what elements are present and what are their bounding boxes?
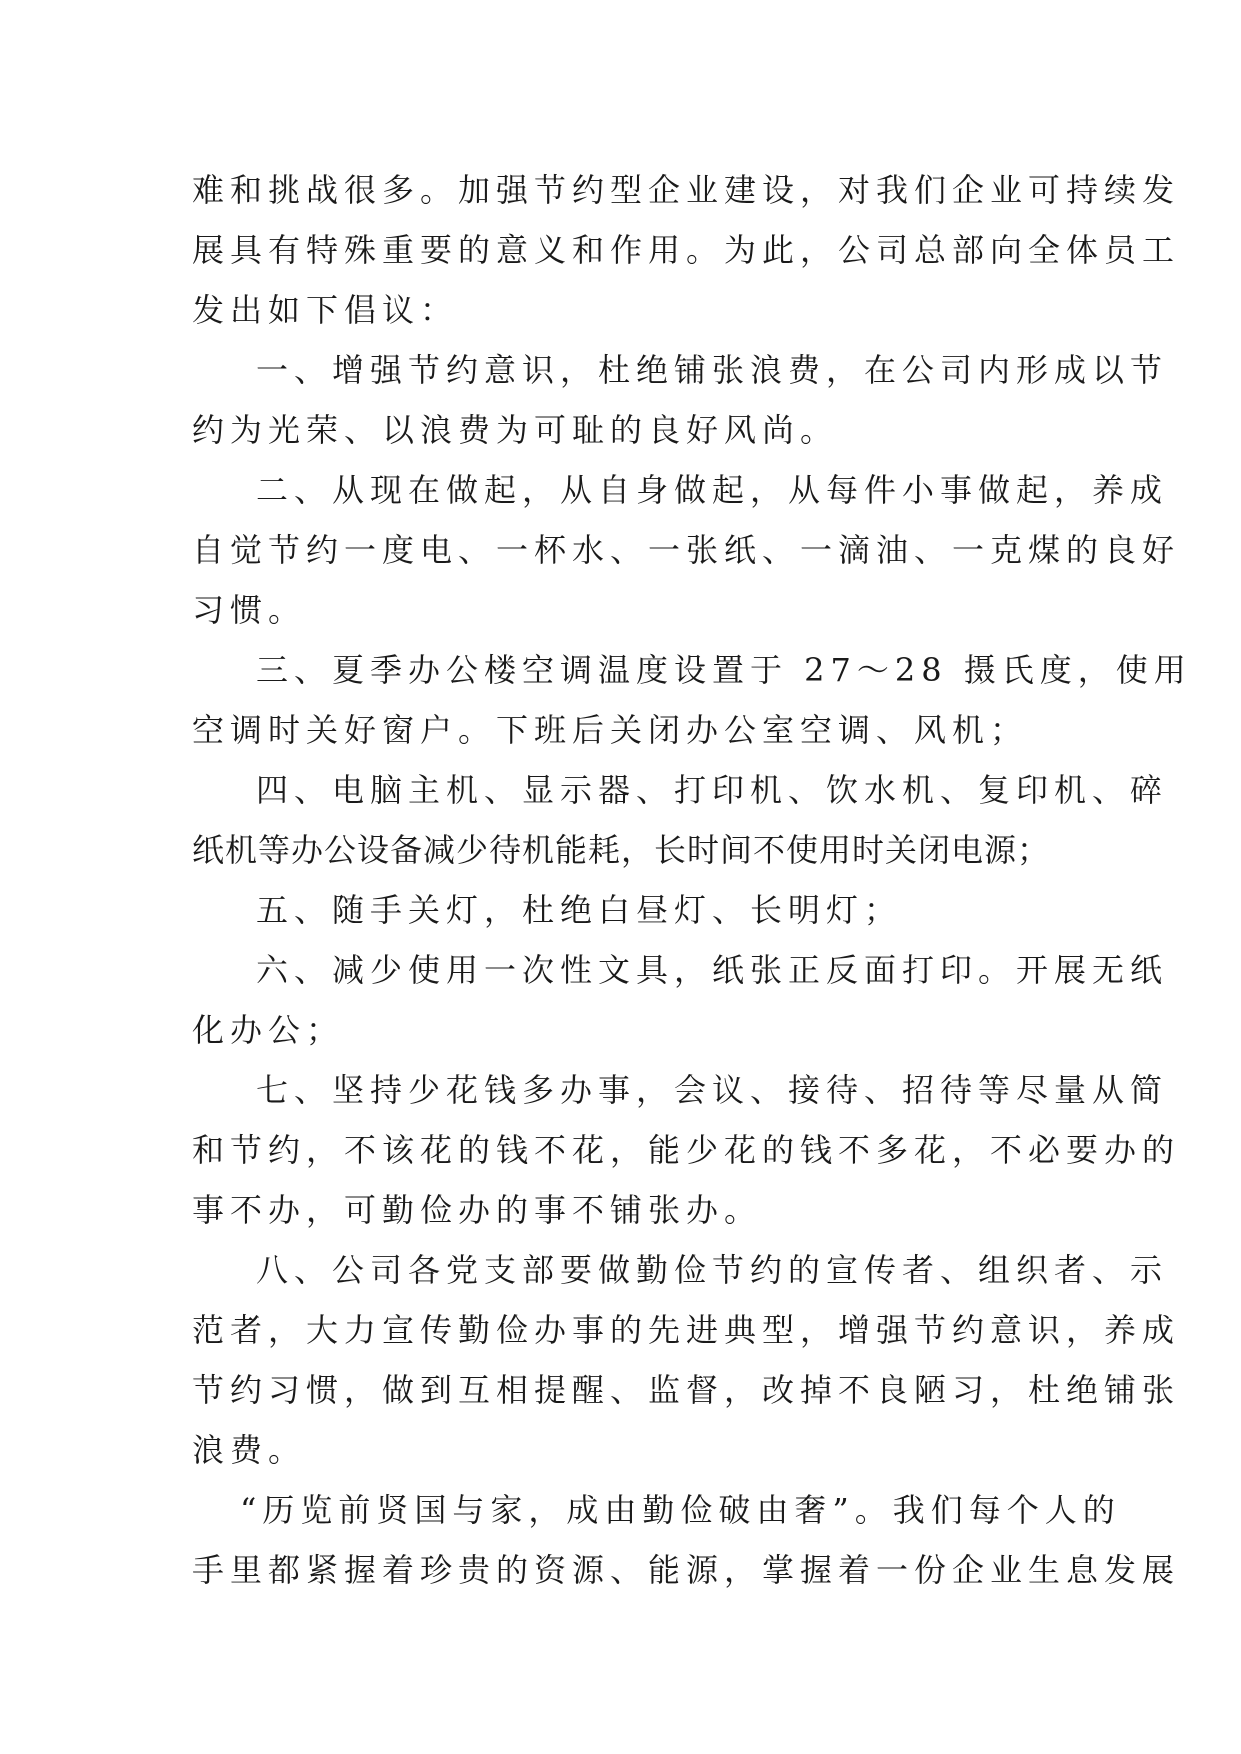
text-line: 习惯。 [192, 591, 307, 629]
document-body [192, 160, 1192, 1600]
text-line: 自觉节约一度电、一杯水、一张纸、一滴油、一克煤的良好 [192, 531, 1181, 569]
text-line: 一、增强节约意识，杜绝铺张浪费，在公司内形成以节 [256, 351, 1169, 389]
text-line: 四、电脑主机、显示器、打印机、饮水机、复印机、碎 [256, 771, 1169, 809]
text-line: 展具有特殊重要的意义和作用。为此，公司总部向全体员工 [192, 231, 1181, 269]
text-line: 约为光荣、以浪费为可耻的良好风尚。 [192, 411, 839, 449]
text-line: 六、减少使用一次性文具，纸张正反面打印。开展无纸 [256, 951, 1169, 989]
text-line: 发出如下倡议： [192, 291, 459, 329]
text-line: 和节约，不该花的钱不花，能少花的钱不多花，不必要办的 [192, 1131, 1181, 1169]
text-line: 空调时关好窗户。下班后关闭办公室空调、风机； [192, 711, 1029, 749]
text-line: 八、公司各党支部要做勤俭节约的宣传者、组织者、示 [256, 1251, 1169, 1289]
text-line: 节约习惯，做到互相提醒、监督，改掉不良陋习，杜绝铺张 [192, 1371, 1181, 1409]
text-line: 手里都紧握着珍贵的资源、能源，掌握着一份企业生息发展 [192, 1551, 1181, 1589]
text-line: 二、从现在做起，从自身做起，从每件小事做起，养成 [256, 471, 1169, 509]
text-line: “历览前贤国与家，成由勤俭破由奢”。我们每个人的 [240, 1491, 1121, 1529]
text-line: 浪费。 [192, 1431, 307, 1469]
text-line: 范者，大力宣传勤俭办事的先进典型，增强节约意识，养成 [192, 1311, 1181, 1349]
text-line: 事不办，可勤俭办的事不铺张办。 [192, 1191, 763, 1229]
text-line: 七、坚持少花钱多办事，会议、接待、招待等尽量从简 [256, 1071, 1169, 1109]
text-line: 三、夏季办公楼空调温度设置于 27～28 摄氏度，使用 [256, 651, 1192, 689]
text-line: 化办公； [192, 1011, 345, 1049]
text-line: 纸机等办公设备减少待机能耗，长时间不使用时关闭电源； [192, 831, 1051, 869]
text-line: 五、随手关灯，杜绝白昼灯、长明灯； [256, 891, 903, 929]
text-line: 难和挑战很多。加强节约型企业建设，对我们企业可持续发 [192, 171, 1181, 209]
